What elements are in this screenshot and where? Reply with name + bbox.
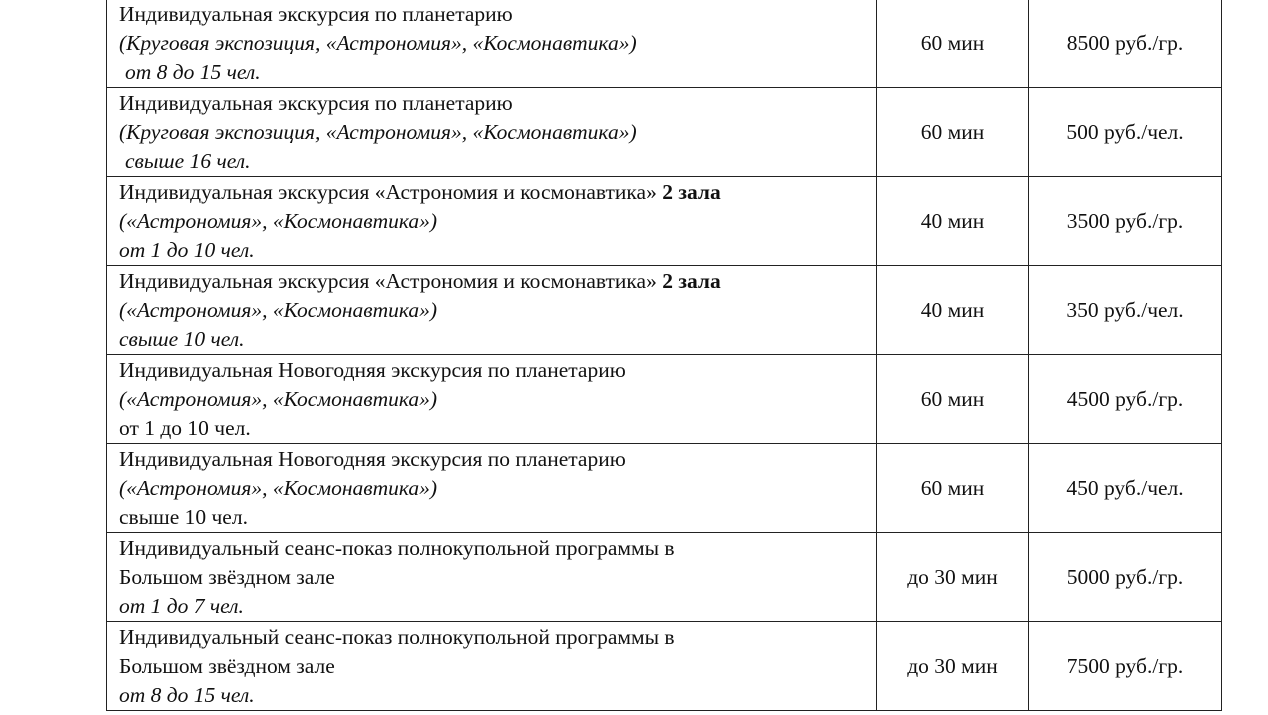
table-row (107, 444, 1222, 533)
excursion-title: Индивидуальная экскурсия по планетарию (119, 1, 513, 26)
price-cell: 5000 руб./гр. (1029, 533, 1222, 622)
excursion-description (107, 444, 877, 533)
table-row (107, 622, 1222, 711)
duration-cell: 60 мин (877, 0, 1029, 88)
price-cell: 7500 руб./гр. (1029, 622, 1222, 711)
excursion-halls: («Астрономия», «Космонавтика») (119, 386, 438, 411)
duration-cell: до 30 мин (877, 622, 1029, 711)
table-row (107, 88, 1222, 177)
excursion-description (107, 533, 877, 622)
excursion-description (107, 0, 877, 88)
excursion-halls: («Астрономия», «Космонавтика») (119, 297, 438, 322)
group-size: от 8 до 15 чел. (119, 682, 255, 707)
group-size: свыше 10 чел. (119, 504, 248, 529)
duration-cell: 40 мин (877, 177, 1029, 266)
excursion-description (107, 266, 877, 355)
excursion-halls: («Астрономия», «Космонавтика») (119, 208, 438, 233)
excursion-description (107, 355, 877, 444)
excursion-halls: (Круговая экспозиция, «Астрономия», «Космонавтика») (119, 30, 637, 55)
group-size: от 1 до 7 чел. (119, 593, 244, 618)
table-row (107, 177, 1222, 266)
price-cell: 450 руб./чел. (1029, 444, 1222, 533)
excursion-halls: («Астрономия», «Космонавтика») (119, 475, 438, 500)
excursion-title: Индивидуальная Новогодняя экскурсия по планетарию (119, 446, 626, 471)
price-cell: 8500 руб./гр. (1029, 0, 1222, 88)
group-size: от 8 до 15 чел. (125, 59, 261, 84)
group-size: свыше 10 чел. (119, 326, 245, 351)
excursion-halls: Большом звёздном зале (119, 564, 335, 589)
group-size: свыше 16 чел. (125, 148, 251, 173)
excursion-title: Индивидуальная экскурсия по планетарию (119, 90, 513, 115)
excursion-title: Индивидуальная экскурсия «Астрономия и космонавтика» 2 зала (119, 179, 721, 204)
price-cell: 500 руб./чел. (1029, 88, 1222, 177)
group-size: от 1 до 10 чел. (119, 415, 251, 440)
table-row (107, 533, 1222, 622)
duration-cell: 60 мин (877, 444, 1029, 533)
excursion-description (107, 177, 877, 266)
group-size: от 1 до 10 чел. (119, 237, 255, 262)
excursion-halls: (Круговая экспозиция, «Астрономия», «Космонавтика») (119, 119, 637, 144)
duration-cell: 60 мин (877, 88, 1029, 177)
table-row (107, 266, 1222, 355)
duration-cell: 60 мин (877, 355, 1029, 444)
excursion-halls: Большом звёздном зале (119, 653, 335, 678)
price-table (106, 0, 1222, 711)
price-cell: 3500 руб./гр. (1029, 177, 1222, 266)
price-cell: 4500 руб./гр. (1029, 355, 1222, 444)
excursion-title: Индивидуальный сеанс-показ полнокупольной программы в (119, 535, 675, 560)
excursion-title: Индивидуальная Новогодняя экскурсия по планетарию (119, 357, 626, 382)
duration-cell: до 30 мин (877, 533, 1029, 622)
excursion-title: Индивидуальный сеанс-показ полнокупольной программы в (119, 624, 675, 649)
excursion-description (107, 88, 877, 177)
duration-cell: 40 мин (877, 266, 1029, 355)
table-row (107, 355, 1222, 444)
table-row (107, 0, 1222, 88)
price-cell: 350 руб./чел. (1029, 266, 1222, 355)
excursion-title: Индивидуальная экскурсия «Астрономия и космонавтика» 2 зала (119, 268, 721, 293)
excursion-description (107, 622, 877, 711)
